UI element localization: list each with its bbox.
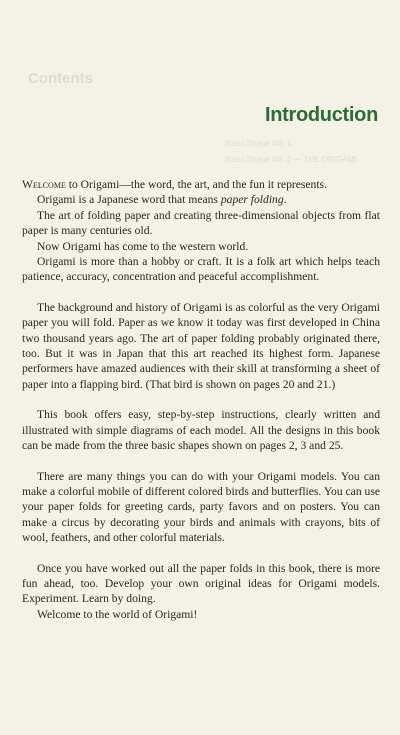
introduction-body xyxy=(22,177,380,622)
paragraph-western: Now Origami has come to the western world. xyxy=(37,239,249,253)
paragraph-book-offers: This book offers easy, step-by-step instructions, clearly written and illustrated with simple diagrams of each model. All the designs in this book can be made from the three basic shapes shown on pages 2, 3 and 25. xyxy=(22,408,380,453)
paragraph-closing: Welcome to the world of Origami! xyxy=(37,607,198,621)
paragraph-history-short: The art of folding paper and creating three-dimensional objects from flat paper is many centuries old. xyxy=(22,208,380,238)
emphasis-text: paper folding xyxy=(220,193,284,207)
paragraph-things-to-do: There are many things you can do with your Origami models. You can make a colorful mobile of different colored birds and butterflies. You can use your paper folds for greeting cards, party favors and on posters. You can make a circus by decorating your birds and animals with crayons, bits of wool, feathers, and other colorful materials. xyxy=(22,469,380,545)
paragraph-welcome: Welcome to Origami—the word, the art, and the fun it represents. xyxy=(22,178,327,191)
lead-small-caps: Welcome xyxy=(22,178,66,191)
paragraph-more-fun: Once you have worked out all the paper folds in this book, there is more fun ahead, too. Develop your own original ideas for Origami models. Experiment. Learn by doing. xyxy=(22,561,380,606)
page-title: Introduction xyxy=(264,104,378,126)
paragraph-definition: Origami is a Japanese word that means paper folding. xyxy=(37,193,287,207)
paragraph-folk-art: Origami is more than a hobby or craft. It is a folk art which helps teach patience, accuracy, concentration and peaceful accomplishment. xyxy=(22,255,380,284)
bleed-through-line: Basic Shape No. 2 — THE ORIGAMI xyxy=(225,155,357,164)
bleed-through-line: Basic Shape No. 1 xyxy=(225,139,292,148)
paragraph-background: The background and history of Origami is as colorful as the very Origami paper you will fold. Paper as we know it today was first developed in China two thousand years ago. The art of paper folding probably originated there, too. But it was in Japan that this art reached its highest form. Japanese performers have amazed audiences with their skill at transforming a sheet of paper into a flapping bird. (That bird is shown on pages 20 and 21.) xyxy=(22,300,380,391)
bleed-through-contents-heading: Contents xyxy=(28,70,93,87)
